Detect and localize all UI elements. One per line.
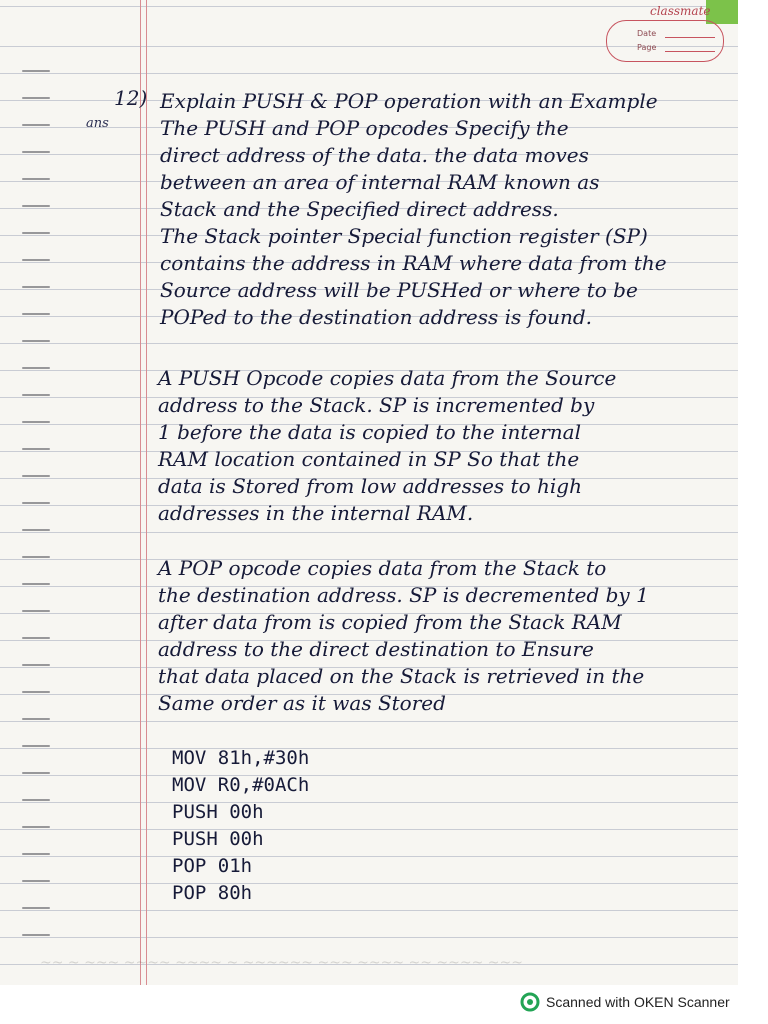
binding-mark: [22, 421, 50, 423]
brand-logo: classmate: [650, 4, 711, 18]
text-line: contains the address in RAM where data from the: [160, 251, 667, 275]
answer-tag: ans: [86, 116, 109, 131]
text-line: The PUSH and POP opcodes Specify the: [160, 116, 569, 140]
text-line: addresses in the internal RAM.: [158, 501, 474, 525]
binding-mark: [22, 259, 50, 261]
text-line: the destination address. SP is decremented by 1: [158, 583, 649, 607]
binding-mark: [22, 637, 50, 639]
date-label: Date: [637, 29, 657, 38]
margin-line: [140, 0, 141, 985]
binding-marks: [0, 0, 60, 985]
binding-mark: [22, 691, 50, 693]
page-label: Page: [637, 43, 657, 52]
binding-mark: [22, 205, 50, 207]
date-page-box: [606, 20, 724, 62]
binding-mark: [22, 367, 50, 369]
binding-mark: [22, 313, 50, 315]
text-line: 1 before the data is copied to the internal: [158, 420, 581, 444]
text-line: between an area of internal RAM known as: [160, 170, 600, 194]
text-line: POPed to the destination address is found.: [160, 305, 593, 329]
text-line: Same order as it was Stored: [158, 691, 446, 715]
scanner-text: Scanned with OKEN Scanner: [546, 994, 730, 1010]
binding-mark: [22, 178, 50, 180]
text-line: after data from is copied from the Stack RAM: [158, 610, 622, 634]
code-line: MOV 81h,#30h: [172, 747, 310, 769]
binding-mark: [22, 475, 50, 477]
binding-mark: [22, 97, 50, 99]
binding-mark: [22, 394, 50, 396]
text-line: RAM location contained in SP So that the: [158, 447, 580, 471]
binding-mark: [22, 286, 50, 288]
binding-mark: [22, 232, 50, 234]
binding-mark: [22, 448, 50, 450]
binding-mark: [22, 853, 50, 855]
oken-scanner-logo-icon: [520, 992, 540, 1012]
code-line: POP 01h: [172, 855, 253, 877]
text-line: that data placed on the Stack is retrieved in the: [158, 664, 645, 688]
text-line: address to the direct destination to Ensure: [158, 637, 594, 661]
binding-mark: [22, 502, 50, 504]
binding-mark: [22, 124, 50, 126]
text-line: Source address will be PUSHed or where to be: [160, 278, 638, 302]
text-line: The Stack pointer Special function register (SP): [160, 224, 648, 248]
binding-mark: [22, 934, 50, 936]
binding-mark: [22, 745, 50, 747]
text-line: direct address of the data. the data moves: [160, 143, 589, 167]
code-line: MOV R0,#0ACh: [172, 774, 310, 796]
binding-mark: [22, 772, 50, 774]
binding-mark: [22, 880, 50, 882]
binding-mark: [22, 826, 50, 828]
text-line: data is Stored from low addresses to high: [158, 474, 582, 498]
binding-mark: [22, 907, 50, 909]
binding-mark: [22, 556, 50, 558]
code-line: PUSH 00h: [172, 828, 264, 850]
binding-mark: [22, 529, 50, 531]
code-line: PUSH 00h: [172, 801, 264, 823]
binding-mark: [22, 340, 50, 342]
bleed-through-text: ~~ ~ ~~~ ~~~~ ~~~~ ~ ~~~~~~ ~~~ ~~~~ ~~ ~~~~ ~~~: [40, 955, 523, 971]
binding-mark: [22, 799, 50, 801]
binding-mark: [22, 664, 50, 666]
binding-mark: [22, 583, 50, 585]
text-line: Explain PUSH & POP operation with an Example: [160, 89, 658, 113]
question-number: 12): [114, 86, 148, 110]
scanner-watermark: [520, 990, 730, 1014]
margin-line: [146, 0, 147, 985]
text-line: Stack and the Specified direct address.: [160, 197, 559, 221]
binding-mark: [22, 718, 50, 720]
binding-mark: [22, 151, 50, 153]
text-line: A POP opcode copies data from the Stack to: [158, 556, 607, 580]
brand-header: [600, 4, 730, 74]
text-line: address to the Stack. SP is incremented by: [158, 393, 595, 417]
page-line: [665, 51, 715, 52]
text-line: A PUSH Opcode copies data from the Source: [158, 366, 617, 390]
date-line: [665, 37, 715, 38]
binding-mark: [22, 70, 50, 72]
code-line: POP 80h: [172, 882, 253, 904]
binding-mark: [22, 610, 50, 612]
